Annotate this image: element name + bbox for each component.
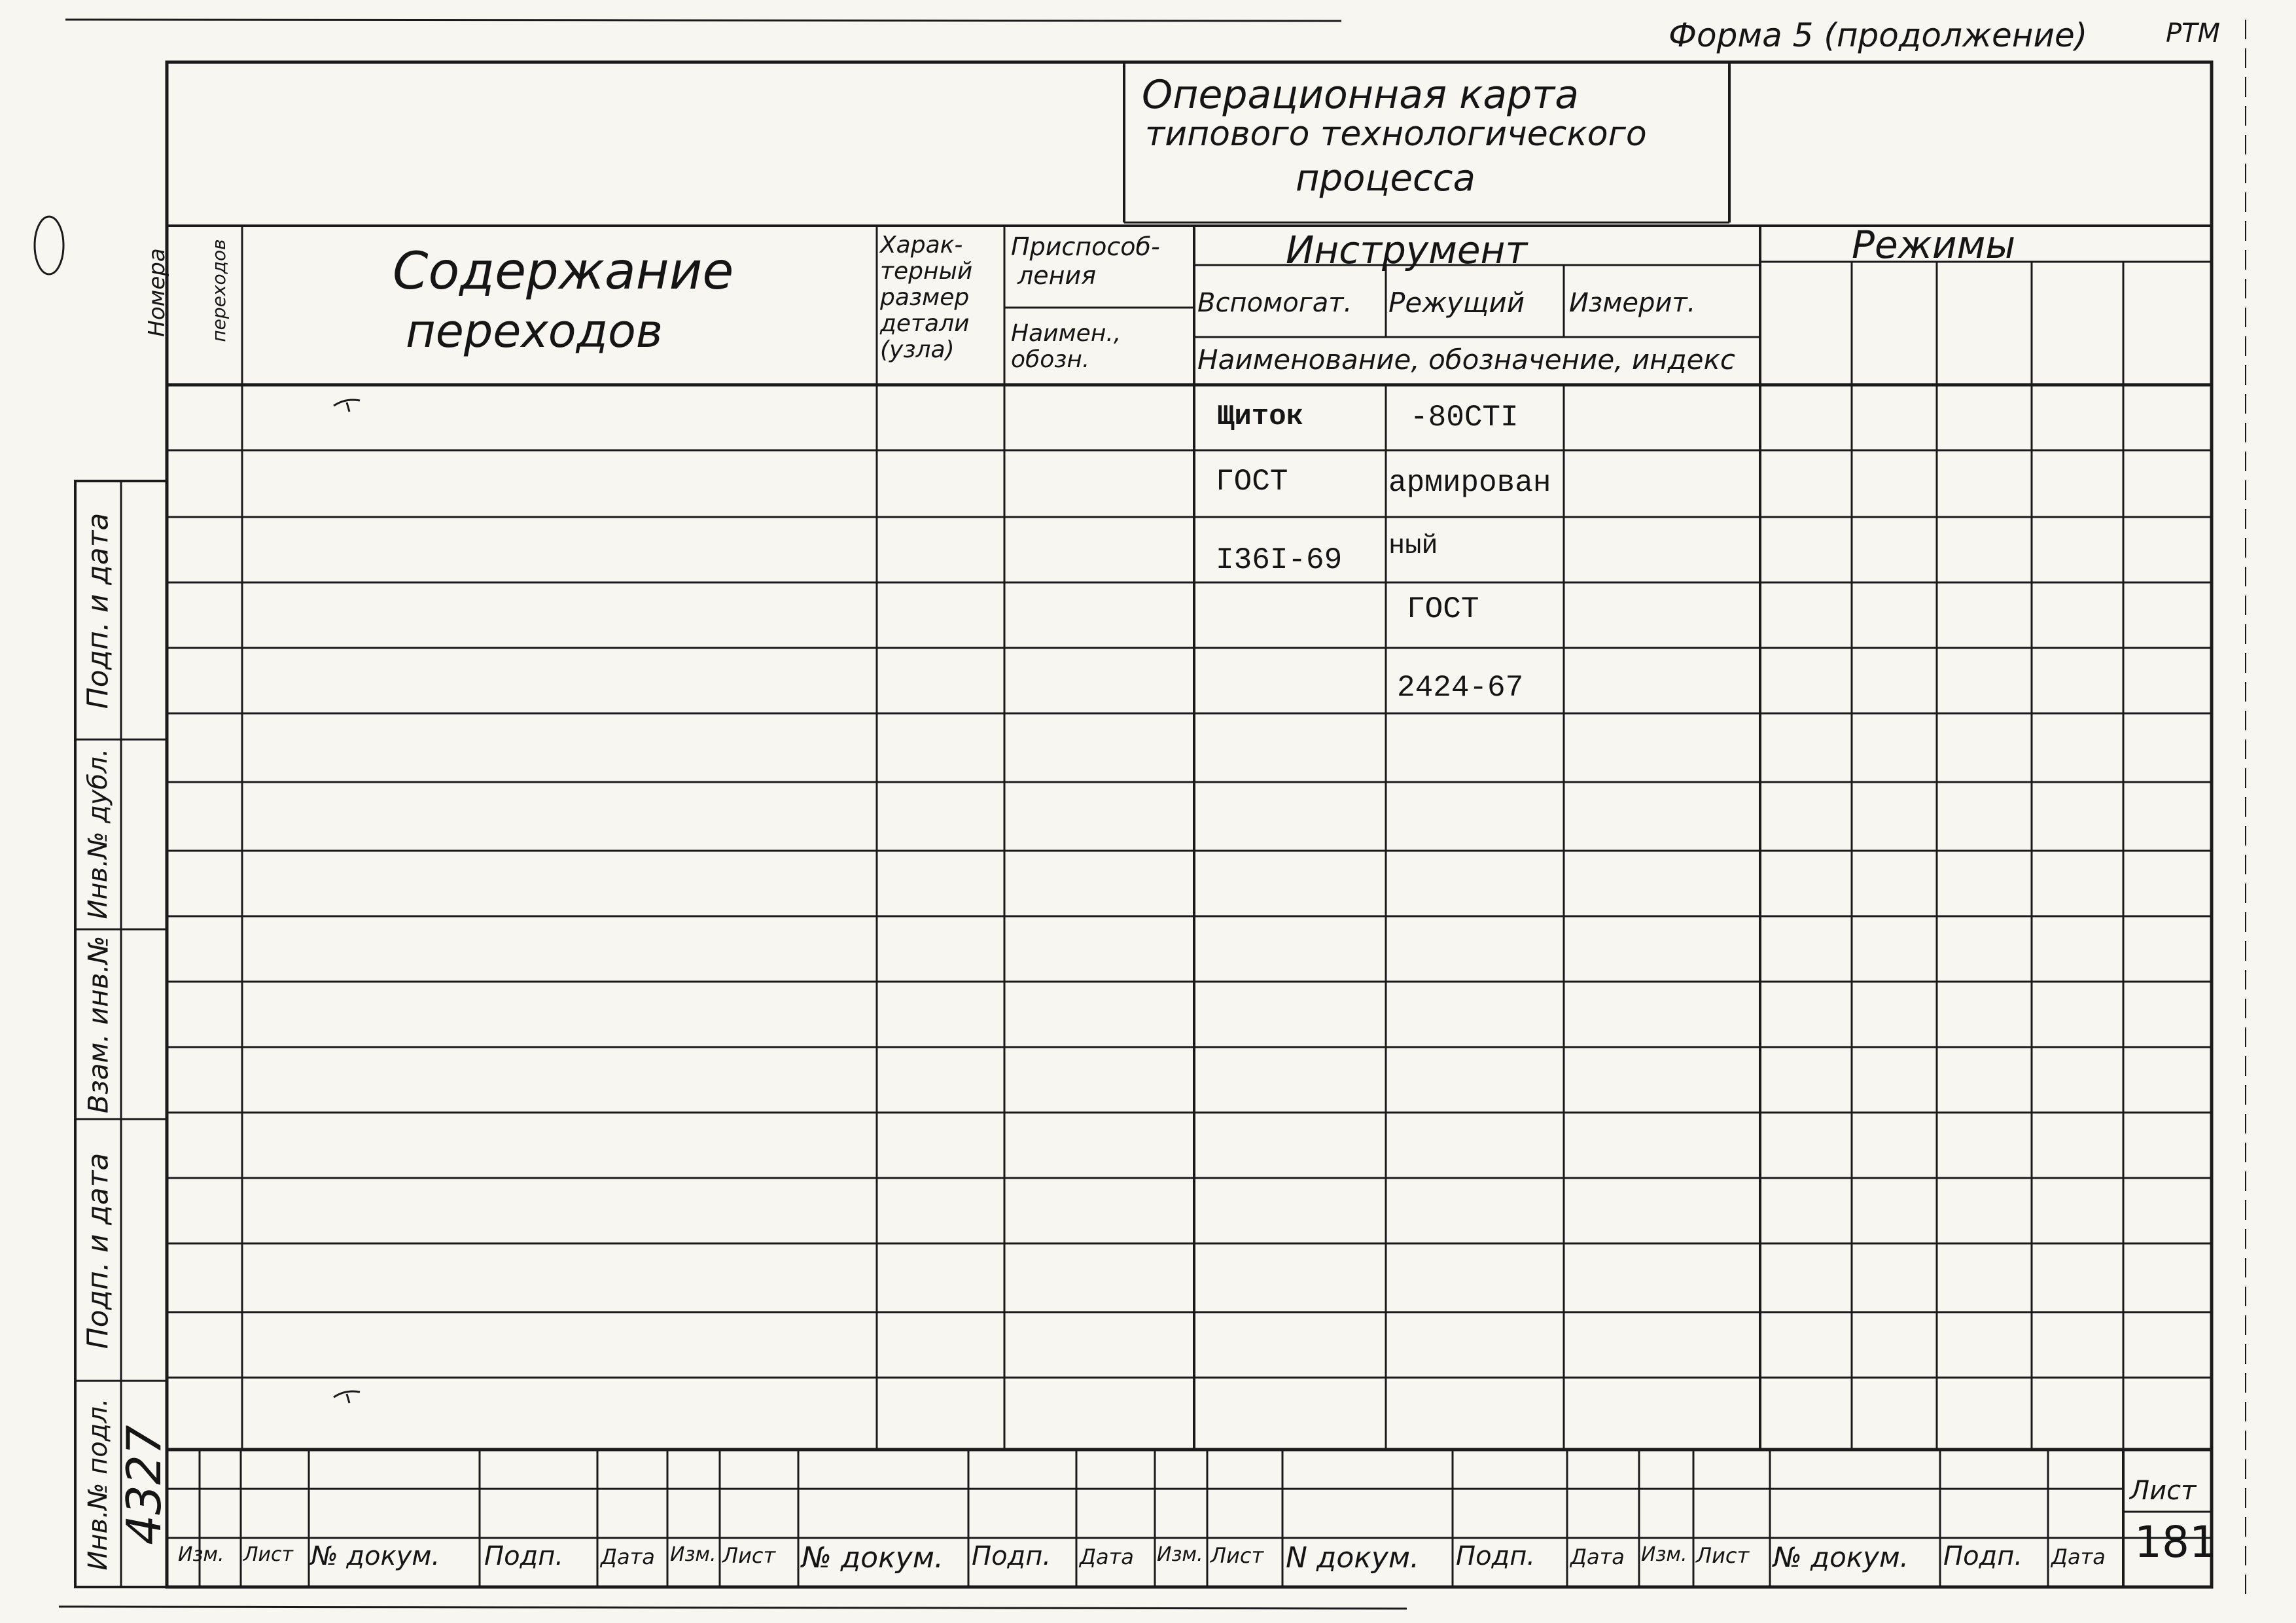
- footer-doc-no-3: N докум.: [1286, 1541, 1420, 1575]
- tool-measuring-header: Измерит.: [1569, 288, 1696, 318]
- footer-doc-no-4: № докум.: [1773, 1541, 1909, 1573]
- cutting-tool-entry-4: ГОСТ: [1407, 592, 1479, 626]
- handwritten-inv-no: 4327: [116, 1425, 171, 1545]
- tool-group-header: Инструмент: [1286, 228, 1528, 272]
- footer-izm-4: Изм.: [1641, 1543, 1687, 1566]
- form-code: РТМ: [2166, 18, 2221, 48]
- footer-list-2: Лист: [722, 1543, 776, 1568]
- fixtures-header: Приспособ- ления: [1011, 232, 1160, 290]
- footer-date-3: Дата: [1570, 1544, 1625, 1569]
- tool-name-row-header: Наименование, обозначение, индекс: [1197, 344, 1735, 376]
- footer-sign-4: Подп.: [1943, 1541, 2023, 1571]
- form-label: Форма 5 (продолжение): [1669, 16, 2088, 54]
- fixtures-name-header: Наимен., обозн.: [1011, 320, 1122, 373]
- modes-header: Режимы: [1852, 223, 2016, 267]
- size-header: Харак- терный размер детали (узла): [880, 232, 973, 363]
- sheet-number: 181: [2134, 1517, 2217, 1567]
- footer-sign-3: Подп.: [1456, 1541, 1536, 1571]
- cutting-tool-entry-5: 2424-67: [1397, 671, 1524, 705]
- aux-tool-entry-1: Щиток: [1217, 401, 1304, 433]
- footer-date-1: Дата: [601, 1544, 655, 1569]
- tool-aux-header: Вспомогат.: [1197, 288, 1352, 318]
- footer-date-4: Дата: [2051, 1544, 2106, 1569]
- pen-mark: [334, 1391, 360, 1403]
- cutting-tool-entry-1: -80СТI: [1410, 401, 1519, 435]
- footer-date-2: Дата: [1080, 1544, 1134, 1569]
- aux-tool-entry-3: I36I-69: [1216, 543, 1343, 577]
- footer-izm-2: Изм.: [670, 1543, 716, 1566]
- cutting-tool-entry-3: ный: [1388, 530, 1438, 562]
- footer-sign-1: Подп.: [484, 1541, 564, 1571]
- sign-date-label-2: Подп. и дата: [81, 512, 115, 709]
- aux-tool-entry-2: ГОСТ: [1216, 465, 1288, 499]
- orig-inv-no-label: Инв.№ подл.: [83, 1398, 113, 1571]
- title-line-1: Операционная карта: [1142, 72, 1579, 118]
- footer-list-1: Лист: [243, 1543, 294, 1566]
- dup-inv-label: Инв.№ дубл.: [83, 748, 113, 919]
- step-numbers-header: Номера: [144, 248, 170, 337]
- pen-mark: [334, 400, 360, 412]
- footer-list-3: Лист: [1210, 1543, 1264, 1568]
- sign-date-label-1: Подп. и дата: [81, 1152, 115, 1349]
- punch-hole-mark: [35, 217, 63, 274]
- footer-doc-no-1: № докум.: [311, 1541, 440, 1571]
- footer-sign-2: Подп.: [972, 1541, 1051, 1571]
- footer-izm-3: Изм.: [1157, 1543, 1203, 1566]
- sheet-label: Лист: [2130, 1476, 2197, 1506]
- title-line-2: типового технологического: [1145, 115, 1647, 154]
- title-line-3: процесса: [1296, 157, 1475, 200]
- tool-cutting-header: Режущий: [1388, 287, 1525, 319]
- content-header-1: Содержание: [393, 242, 734, 301]
- replace-inv-label: Взам. инв.№: [82, 935, 115, 1114]
- step-numbers-header-2: переходов: [208, 239, 230, 342]
- cutting-tool-entry-2: армирован: [1388, 466, 1551, 500]
- footer-doc-no-2: № докум.: [802, 1541, 944, 1575]
- footer-izm-1: Изм.: [178, 1543, 224, 1566]
- footer-list-4: Лист: [1696, 1543, 1750, 1568]
- content-header-2: переходов: [406, 304, 663, 358]
